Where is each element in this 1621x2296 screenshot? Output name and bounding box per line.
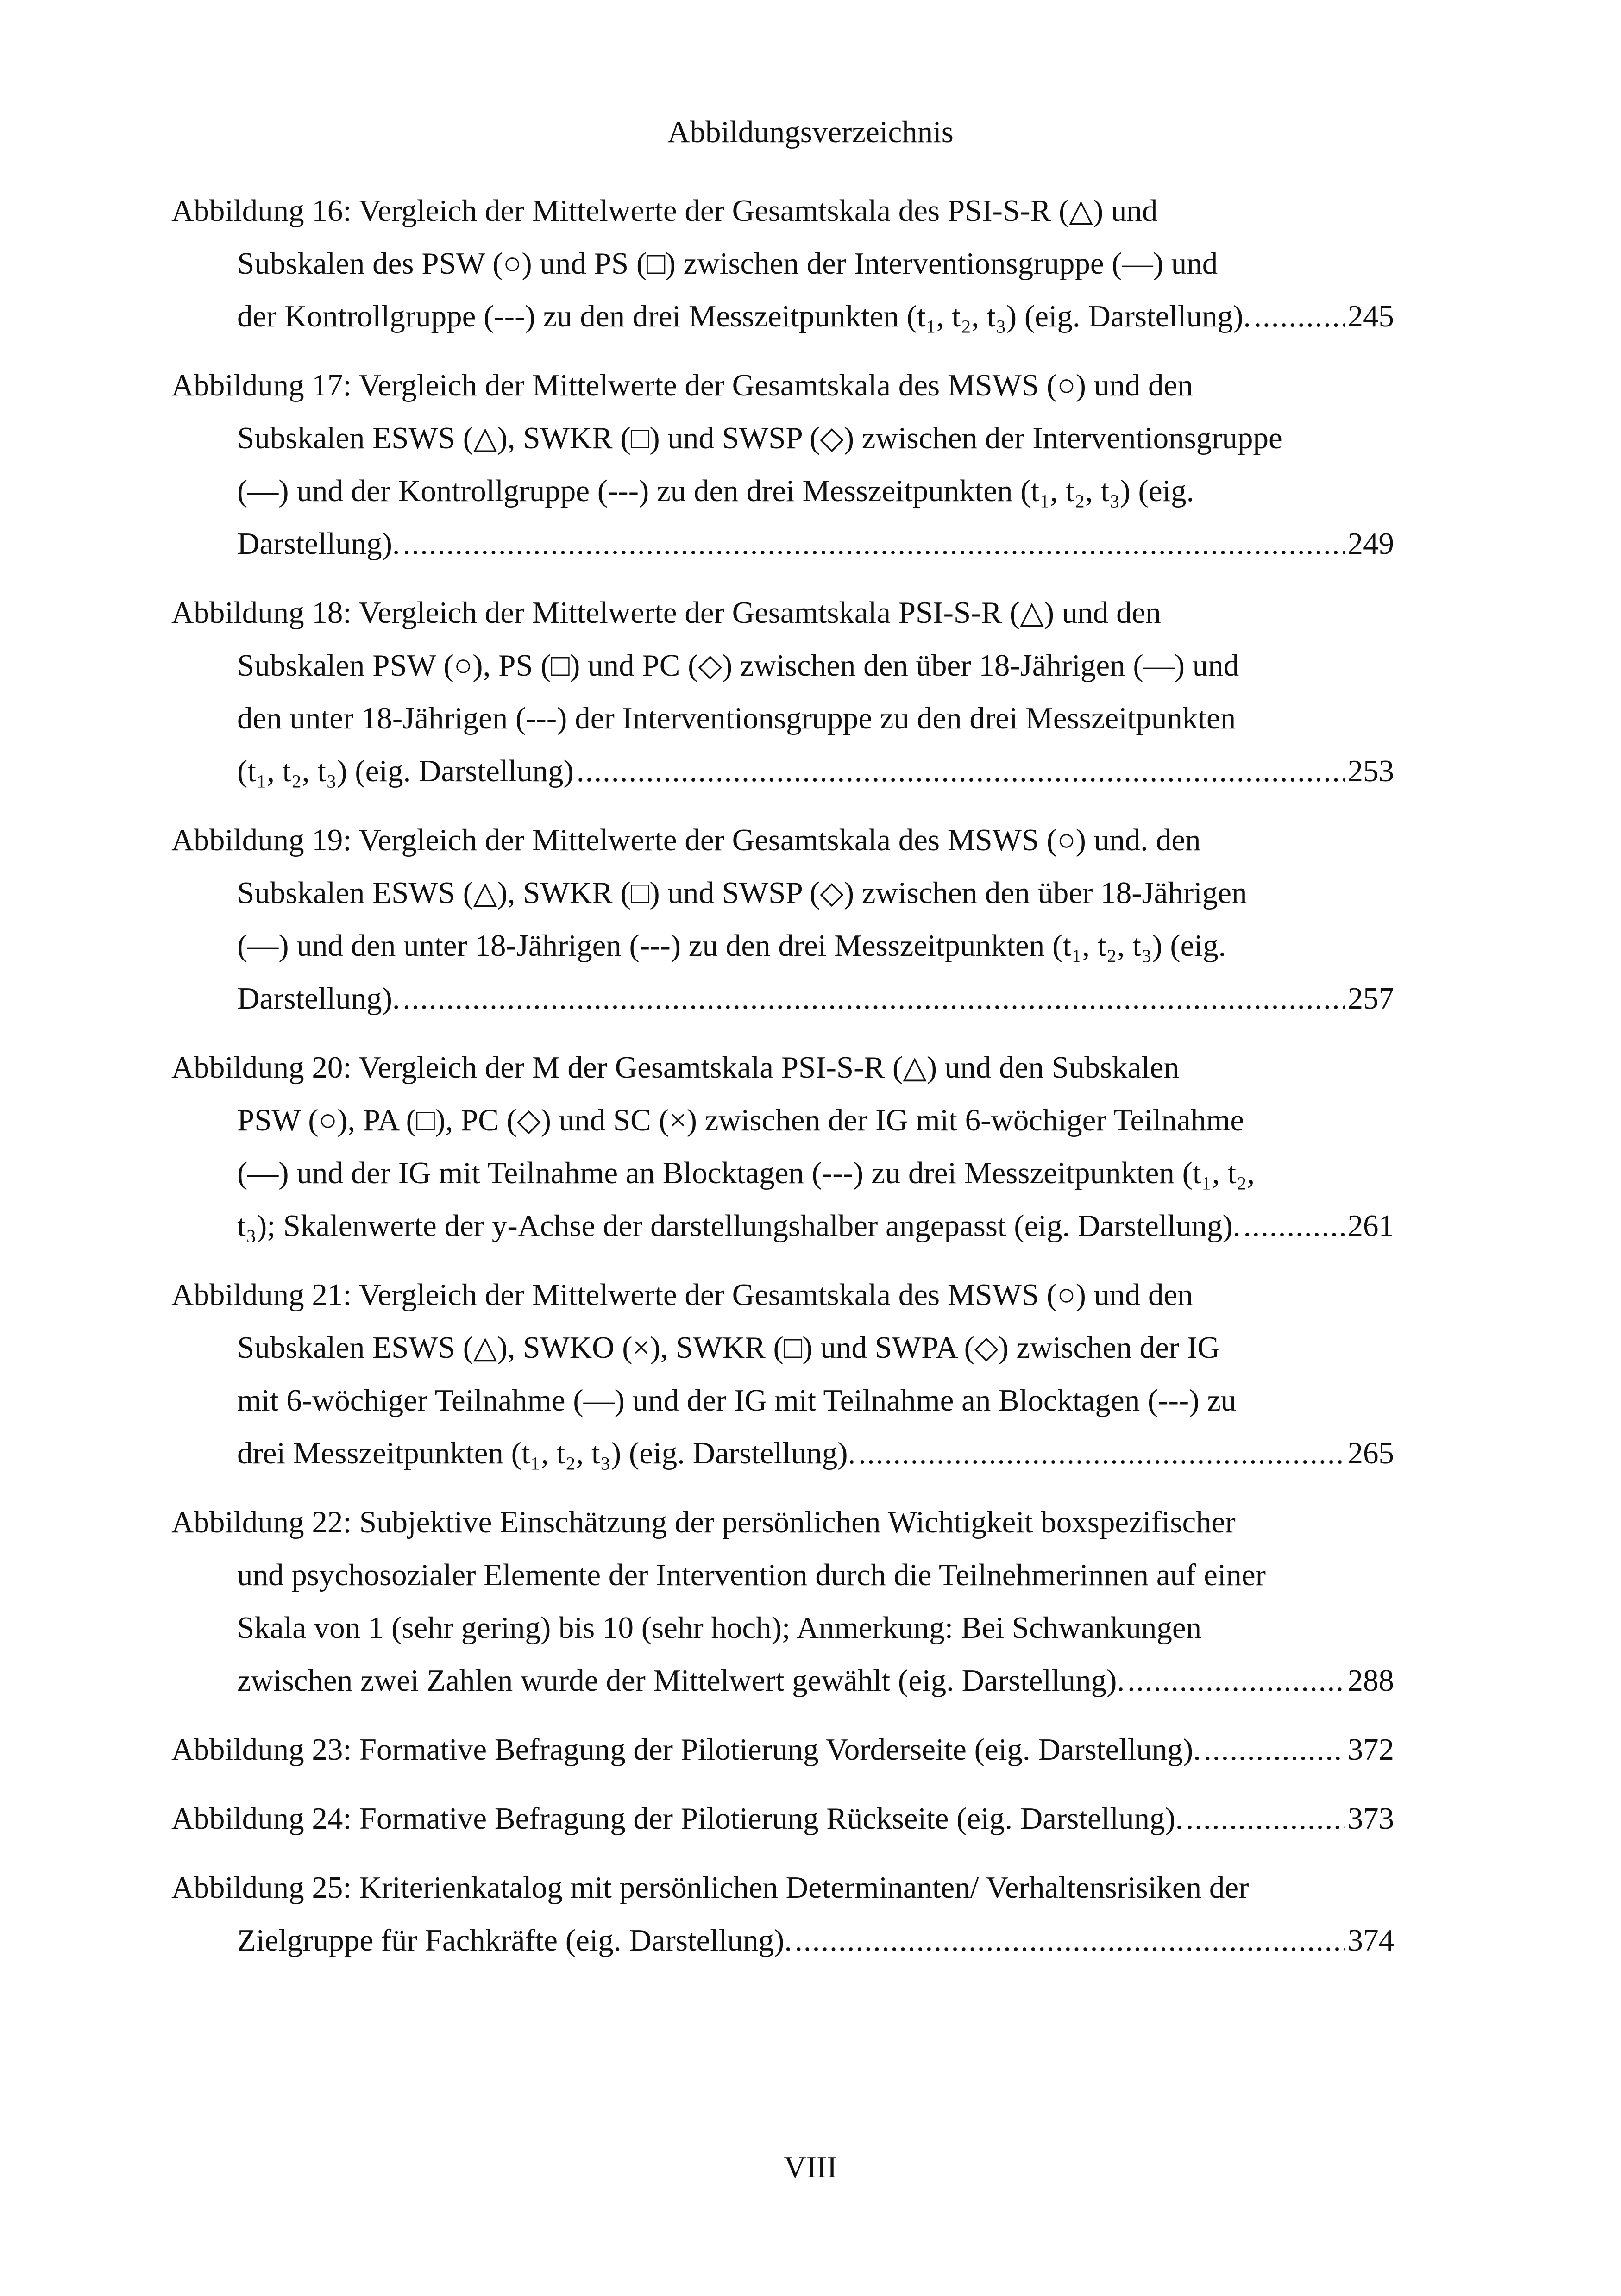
figure-entry-text: der Kontrollgruppe (---) zu den drei Messzeitpunkten (t₁, t₂, t₃) (eig. Darstellung). bbox=[237, 299, 1251, 333]
dot-leader bbox=[403, 972, 1345, 1025]
figure-entry[interactable] bbox=[171, 1792, 1394, 1845]
figure-entry-line bbox=[171, 745, 1394, 797]
dot-leader bbox=[577, 745, 1345, 797]
figure-entry-line bbox=[171, 972, 1394, 1025]
figure-entry-line: Abbildung 22: Subjektive Einschätzung der persönlichen Wichtigkeit boxspezifischer bbox=[171, 1505, 1236, 1539]
figure-entry-line: Subskalen ESWS (△), SWKO (×), SWKR (□) und SWPA (◇) zwischen der IG bbox=[237, 1330, 1220, 1365]
dot-leader bbox=[403, 517, 1345, 570]
dot-leader bbox=[1254, 290, 1345, 343]
figure-entry-line: Abbildung 25: Kriterienkatalog mit persönlichen Determinanten/ Verhaltensrisiken der bbox=[171, 1870, 1249, 1905]
figure-entry-text: zwischen zwei Zahlen wurde der Mittelwert gewählt (eig. Darstellung). bbox=[237, 1663, 1125, 1698]
figure-entry[interactable] bbox=[171, 1861, 1394, 1967]
figure-entry-line bbox=[171, 1199, 1394, 1252]
figure-entry-line: Subskalen ESWS (△), SWKR (□) und SWSP (◇) zwischen den über 18-Jährigen bbox=[237, 876, 1247, 910]
figure-entry[interactable] bbox=[171, 359, 1394, 570]
figure-entry-text: Abbildung 24: Formative Befragung der Pilotierung Rückseite (eig. Darstellung). bbox=[171, 1801, 1183, 1836]
figure-page-number[interactable]: 257 bbox=[1347, 981, 1394, 1016]
figure-entry-line: Abbildung 20: Vergleich der M der Gesamtskala PSI-S-R (△) und den Subskalen bbox=[171, 1050, 1179, 1085]
figure-entry-line: Subskalen PSW (○), PS (□) und PC (◇) zwischen den über 18-Jährigen (—) und bbox=[237, 648, 1239, 683]
figure-entry[interactable] bbox=[171, 814, 1394, 1025]
figure-entry-line bbox=[171, 1792, 1394, 1845]
figure-page-number[interactable]: 249 bbox=[1347, 527, 1394, 561]
page-number: VIII bbox=[784, 2150, 837, 2184]
figure-entry-line bbox=[171, 1914, 1394, 1967]
dot-leader bbox=[858, 1427, 1345, 1480]
dot-leader bbox=[795, 1914, 1345, 1967]
figure-entry-line: den unter 18-Jährigen (---) der Interventionsgruppe zu den drei Messzeitpunkten bbox=[237, 701, 1236, 735]
figure-entry-text: t₃); Skalenwerte der y-Achse der darstellungshalber angepasst (eig. Darstellung). bbox=[237, 1209, 1241, 1243]
page-title: Abbildungsverzeichnis bbox=[667, 115, 954, 149]
figure-entry-line: (—) und den unter 18-Jährigen (---) zu den drei Messzeitpunkten (t₁, t₂, t₃) (eig. bbox=[237, 928, 1226, 963]
dot-leader bbox=[1186, 1792, 1345, 1845]
figure-entry-line bbox=[171, 1723, 1394, 1776]
figure-page-number[interactable]: 253 bbox=[1347, 754, 1394, 788]
figure-page-number[interactable]: 373 bbox=[1347, 1801, 1394, 1836]
figure-entry-line: Abbildung 21: Vergleich der Mittelwerte der Gesamtskala des MSWS (○) und den bbox=[171, 1278, 1193, 1312]
figure-entry-line: Abbildung 18: Vergleich der Mittelwerte der Gesamtskala PSI-S-R (△) und den bbox=[171, 596, 1161, 630]
figure-entry-line: und psychosozialer Elemente der Intervention durch die Teilnehmerinnen auf einer bbox=[237, 1558, 1266, 1592]
figure-entry-text: Darstellung). bbox=[237, 981, 400, 1016]
figure-page-number[interactable]: 374 bbox=[1347, 1923, 1394, 1957]
figure-entry[interactable] bbox=[171, 1496, 1394, 1707]
figure-entry-line: Subskalen des PSW (○) und PS (□) zwischen der Interventionsgruppe (—) und bbox=[237, 246, 1218, 281]
figure-entry-line: PSW (○), PA (□), PC (◇) und SC (×) zwischen der IG mit 6-wöchiger Teilnahme bbox=[237, 1103, 1244, 1137]
figure-entry[interactable] bbox=[171, 1041, 1394, 1252]
figure-entry-text: drei Messzeitpunkten (t₁, t₂, t₃) (eig. Darstellung). bbox=[237, 1436, 856, 1470]
figure-entry[interactable] bbox=[171, 1268, 1394, 1480]
figure-entry-text: Abbildung 23: Formative Befragung der Pilotierung Vorderseite (eig. Darstellung). bbox=[171, 1732, 1201, 1767]
figure-entry-line bbox=[171, 517, 1394, 570]
figure-entry-line bbox=[171, 290, 1394, 343]
figure-page-number[interactable]: 288 bbox=[1347, 1663, 1394, 1698]
figure-entry-line: (—) und der Kontrollgruppe (---) zu den drei Messzeitpunkten (t₁, t₂, t₃) (eig. bbox=[237, 474, 1194, 508]
figure-entry-text: (t₁, t₂, t₃) (eig. Darstellung) bbox=[237, 754, 574, 788]
figure-entry-line bbox=[171, 1427, 1394, 1480]
figure-entry-line: Skala von 1 (sehr gering) bis 10 (sehr hoch); Anmerkung: Bei Schwankungen bbox=[237, 1611, 1202, 1645]
figure-entry-line: (—) und der IG mit Teilnahme an Blocktagen (---) zu drei Messzeitpunkten (t₁, t₂, bbox=[237, 1156, 1255, 1190]
figure-entry-line: Abbildung 17: Vergleich der Mittelwerte der Gesamtskala des MSWS (○) und den bbox=[171, 368, 1193, 402]
dot-leader bbox=[1127, 1654, 1345, 1707]
figure-page-number[interactable]: 265 bbox=[1347, 1436, 1394, 1470]
figure-page-number[interactable]: 261 bbox=[1347, 1209, 1394, 1243]
figure-entry-line: Abbildung 16: Vergleich der Mittelwerte der Gesamtskala des PSI-S-R (△) und bbox=[171, 194, 1158, 228]
figure-entry[interactable] bbox=[171, 184, 1394, 343]
dot-leader bbox=[1204, 1723, 1345, 1776]
figure-entry-line bbox=[171, 1654, 1394, 1707]
figure-page-number[interactable]: 372 bbox=[1347, 1732, 1394, 1767]
figure-entry[interactable] bbox=[171, 586, 1394, 797]
figure-entry-line: Subskalen ESWS (△), SWKR (□) und SWSP (◇) zwischen der Interventionsgruppe bbox=[237, 421, 1282, 455]
figure-entry-line: Abbildung 19: Vergleich der Mittelwerte der Gesamtskala des MSWS (○) und. den bbox=[171, 823, 1201, 857]
figure-page-number[interactable]: 245 bbox=[1347, 299, 1394, 333]
dot-leader bbox=[1244, 1199, 1345, 1252]
figure-entry-line: mit 6-wöchiger Teilnahme (—) und der IG mit Teilnahme an Blocktagen (---) zu bbox=[237, 1383, 1237, 1418]
figure-list bbox=[171, 184, 1394, 1983]
figure-entry[interactable] bbox=[171, 1723, 1394, 1776]
figure-entry-text: Zielgruppe für Fachkräfte (eig. Darstellung). bbox=[237, 1923, 792, 1957]
figure-entry-text: Darstellung). bbox=[237, 527, 400, 561]
